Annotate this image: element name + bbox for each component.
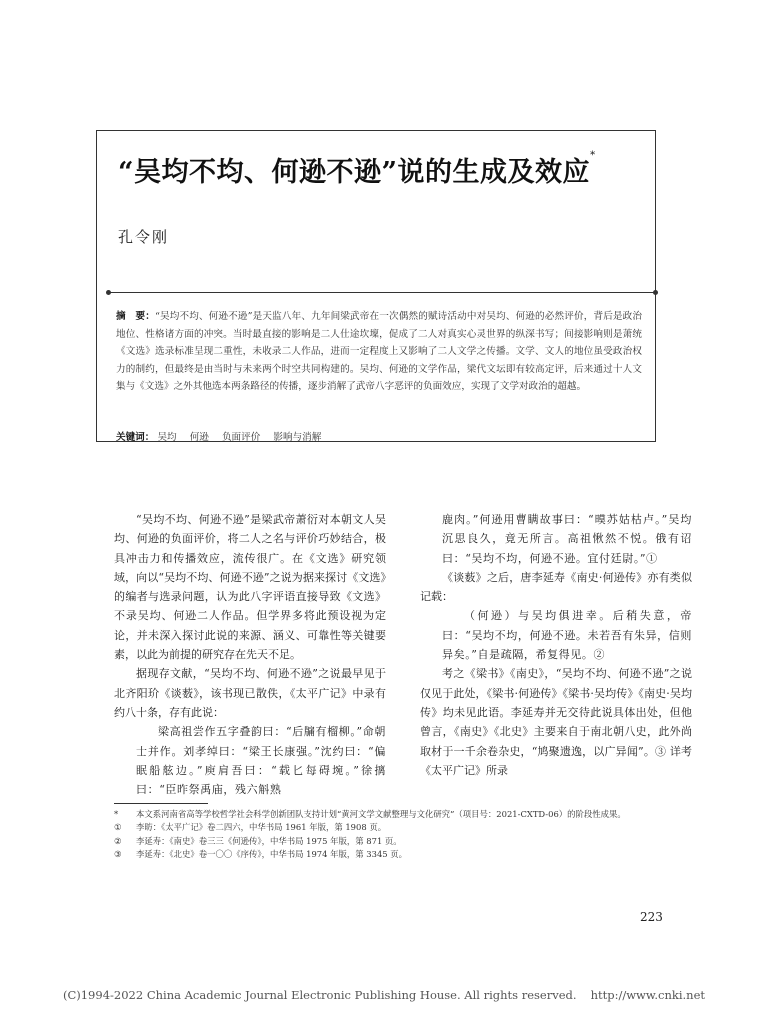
- keyword-item: 影响与消解: [273, 432, 322, 443]
- footnote-divider: [114, 803, 208, 804]
- keyword-item: 何逊: [189, 432, 209, 443]
- title-text: “吴均不均、何逊不逊”说的生成及效应: [118, 157, 591, 188]
- body-paragraph: 考之《梁书》《南史》，“吴均不均、何逊不逊”之说仅见于此处，《梁书·何逊传》《梁书·吴均传》《南史·吴均传》均未见此语。李延寿并无交待此说具体出处，但他曾言，《南史》《北史》主要来自于南北朝八史，此外尚取材于一千余卷杂史，“鸠聚遗逸，以广异闻”。③ 详考《太平广记》所录: [420, 667, 692, 777]
- footnote: [114, 821, 674, 834]
- footnote-text: 李延寿：《北史》卷一〇〇《序传》，中华书局 1974 年版，第 3345 页。: [136, 849, 408, 860]
- block-quote: 梁高祖尝作五字叠韵曰：“后牖有榴柳。”命朝士并作。刘孝绰曰：“梁王长康强。”沈约曰：“偏眠船舷边。”庾肩吾曰：“载匕每碍埦。”徐摛曰：“臣昨祭禹庙，残六斛熟: [136, 725, 386, 797]
- footnote-mark: *: [114, 809, 119, 819]
- copyright-footer: [0, 988, 768, 1002]
- footnote-text: 本文系河南省高等学校哲学社会科学创新团队支持计划“黄河文学文献整理与文化研究”（项目号：2021-CXTD-06）的阶段性成果。: [136, 809, 626, 819]
- footnote-mark: ③: [114, 849, 122, 860]
- page-number: 223: [640, 910, 663, 924]
- footnote: [114, 808, 674, 821]
- keywords-label: 关键词：: [116, 432, 155, 443]
- keyword-item: 负面评价: [221, 432, 261, 443]
- cnki-link[interactable]: http://www.cnki.net: [590, 988, 706, 1002]
- footnote-mark: ①: [114, 822, 122, 833]
- title-footnote-mark: *: [590, 150, 596, 161]
- body-paragraph: 据现存文献，“吴均不均、何逊不逊”之说最早见于北齐阳玠《谈薮》，该书现已散佚，《太平广记》中录有约八十条，存有此说：: [114, 667, 386, 719]
- header-divider: [109, 292, 655, 293]
- body-paragraph: “吴均不均、何逊不逊”是梁武帝萧衍对本朝文人吴均、何逊的负面评价，将二人之名与评价巧妙结合，极具冲击力和传播效应，流传很广。在《文选》研究领域，向以“吴均不均、何逊不逊”之说为据来探讨《文选》的编者与选录问题，认为此八字评语直接导致《文选》不录吴均、何逊二人作品。但学界多将此预设视为定论，并未深入探讨此说的来源、涵义、可靠性等关键要素，以此为前提的研究存在先天不足。: [114, 513, 386, 662]
- keyword-item: 吴均: [157, 432, 177, 443]
- footnote-mark: ②: [114, 835, 122, 846]
- abstract-text: “吴均不均、何逊不逊”是天监八年、九年间梁武帝在一次偶然的赋诗活动中对吴均、何逊的必然评价，背后是政治地位、性格诸方面的冲突。当时最直接的影响是二人仕途坎壈，促成了二人对真实心灵世界的纵深书写；间接影响则是萧统《文选》选录标准呈现二重性，未收录二人作品，进而一定程度上又影响了二人文学之传播。文学、文人的地位虽受政治权力的制约，但最终是由当时与未来两个时空共同构建的。吴均、何逊的文学作品，梁代文坛即有较高定评，后来通过十人文集与《文选》之外其他选本两条路径的传播，逐步消解了武帝八字恶评的负面效应，实现了文学对政治的超越。: [116, 311, 643, 393]
- block-quote-continued: 鹿肉。”何逊用曹瞒故事曰：“暯苏姑枯卢。”吴均沉思良久，竟无所言。高祖愀然不悦。俄有诏曰：“吴均不均，何逊不逊。宜付廷尉。”①: [442, 513, 692, 565]
- abstract-label: 摘 要：: [116, 311, 155, 322]
- footnote: [114, 835, 674, 848]
- article-title: [118, 150, 658, 189]
- author-name: 孔令刚: [118, 228, 170, 246]
- footnote-text: 李延寿：《南史》卷三三《何逊传》，中华书局 1975 年版，第 871 页。: [136, 835, 402, 846]
- copyright-text: (C)1994-2022 China Academic Journal Electronic Publishing House. All rights reserved.: [62, 988, 577, 1002]
- keywords: [116, 431, 642, 445]
- abstract: [116, 308, 642, 396]
- body-paragraph: 《谈薮》之后，唐李延寿《南史·何逊传》亦有类似记载：: [420, 570, 692, 604]
- body-column-right: [420, 510, 692, 780]
- footnote: [114, 848, 674, 861]
- block-quote: （何逊）与吴均俱进幸。后稍失意，帝曰：“吴均不均，何逊不逊。未若吾有朱异，信则异矣。”自是疏隔，希复得见。②: [442, 609, 692, 662]
- footnote-text: 李昉：《太平广记》卷二四六，中华书局 1961 年版，第 1908 页。: [136, 822, 387, 833]
- body-column-left: [114, 510, 386, 799]
- footnotes: [114, 808, 674, 862]
